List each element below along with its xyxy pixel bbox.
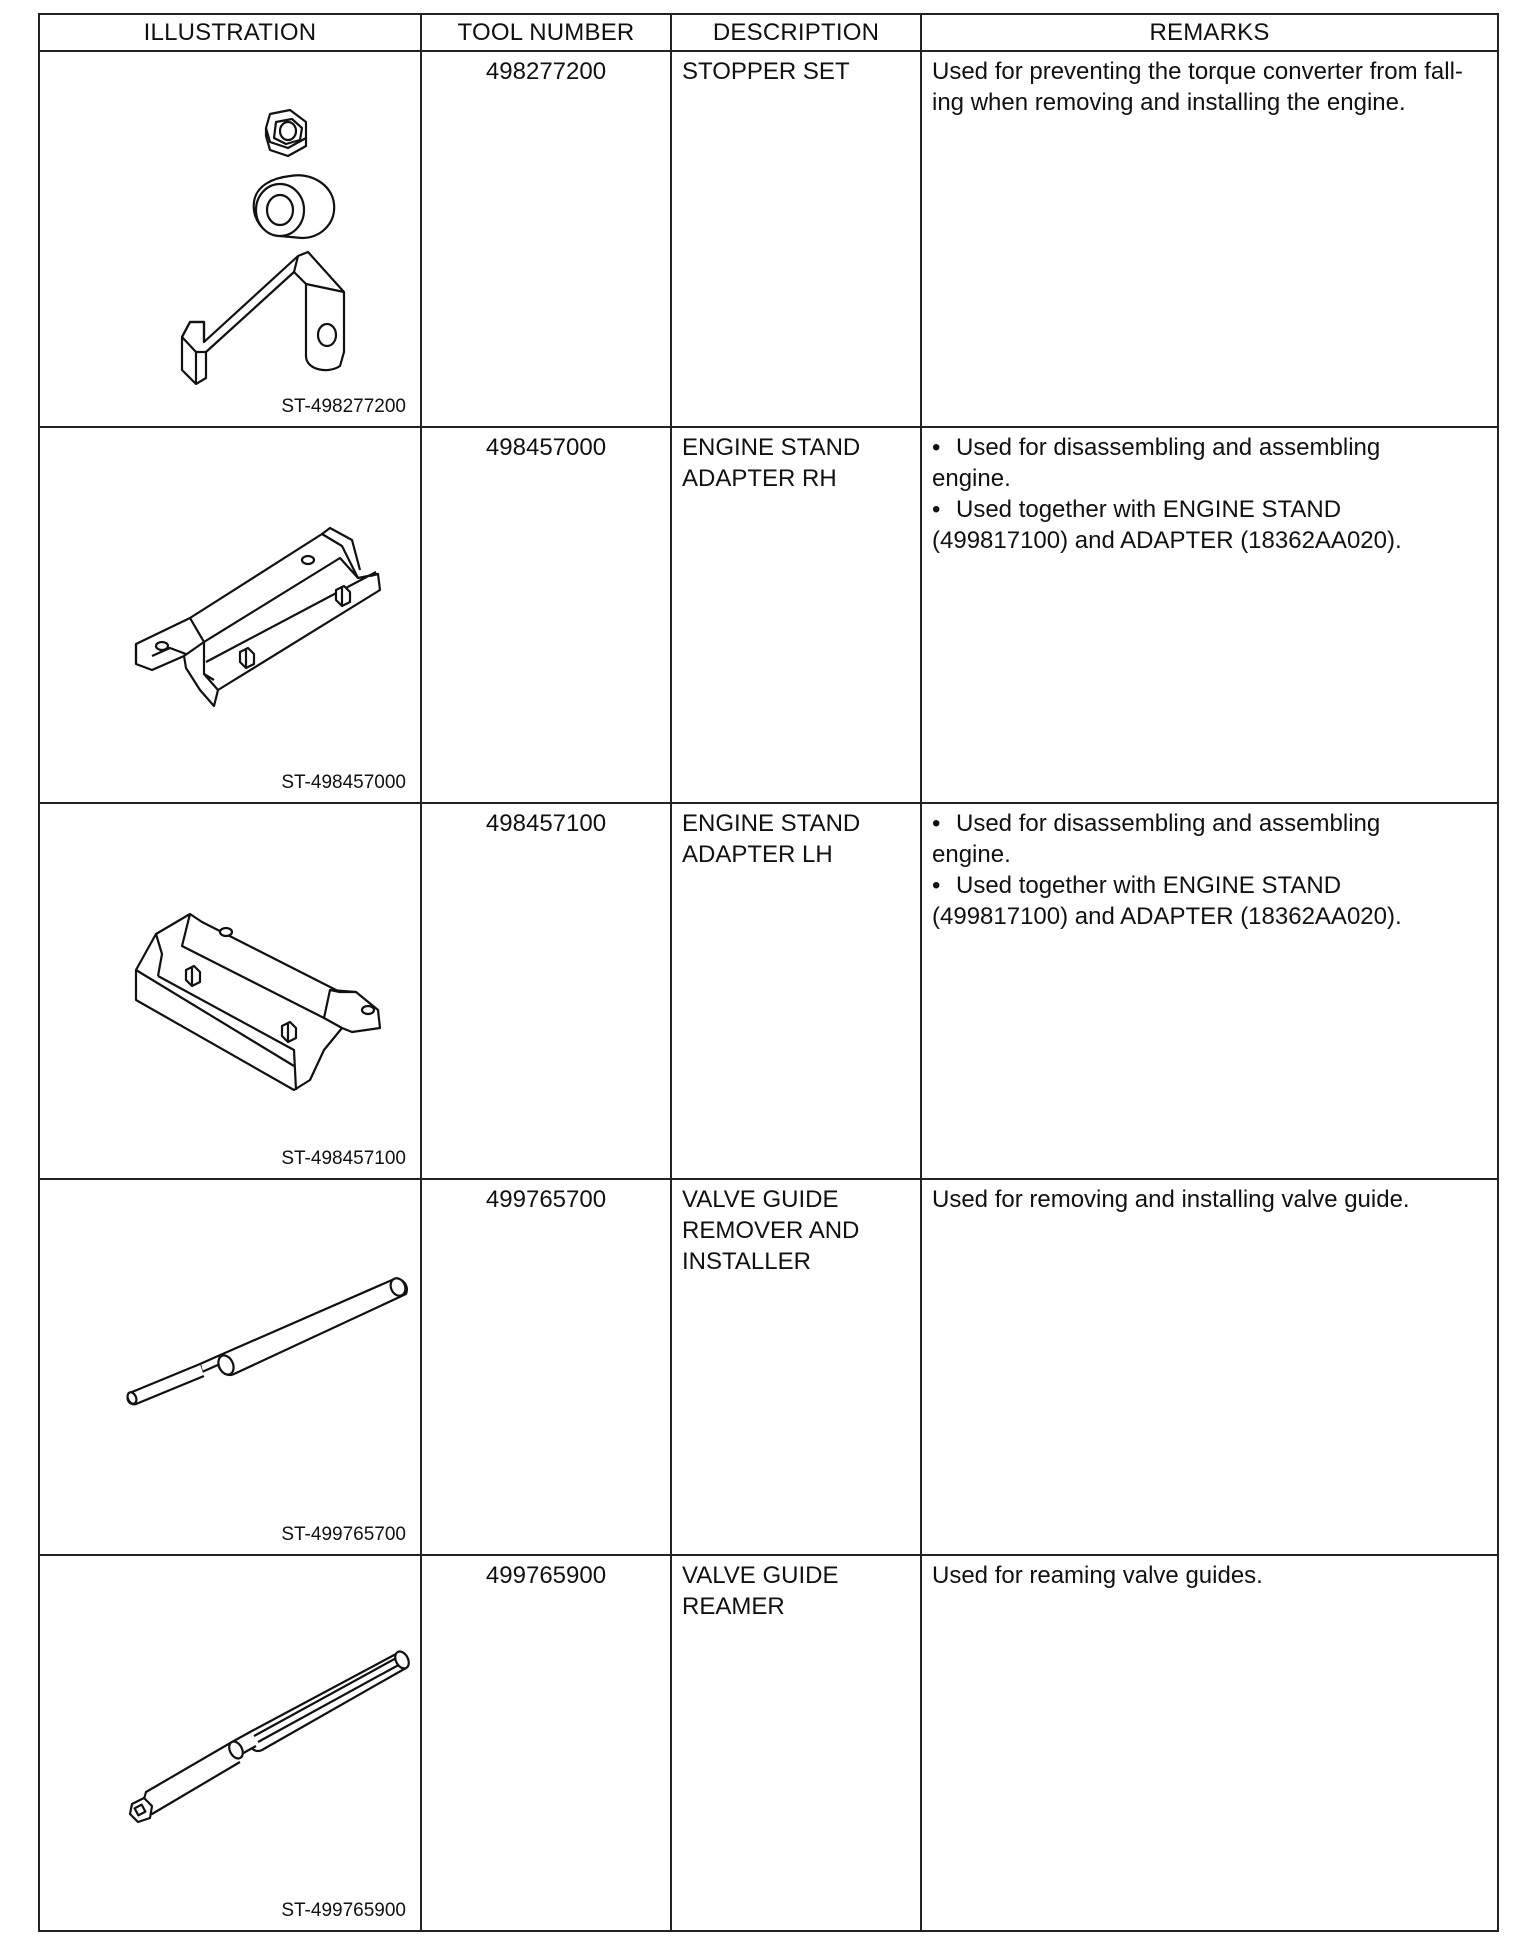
description-line: ENGINE STAND (682, 434, 861, 461)
valve-guide-remover-icon (40, 1180, 422, 1550)
tool-description (671, 1555, 921, 1931)
description-line: REMOVER AND (682, 1217, 860, 1244)
valve-guide-reamer-icon (40, 1556, 422, 1926)
illustration-cell (39, 51, 421, 427)
remarks-line: engine. (932, 465, 1011, 492)
bullet-icon: • (932, 434, 941, 461)
tool-number: 498457000 (421, 427, 671, 803)
bullet-icon: • (932, 872, 941, 899)
description-line: VALVE GUIDE (682, 1186, 839, 1213)
header-tool-number: TOOL NUMBER (421, 14, 671, 51)
tool-remarks (921, 1179, 1498, 1555)
tool-remarks (921, 1555, 1498, 1931)
description-line: INSTALLER (682, 1248, 811, 1275)
remarks-line: engine. (932, 841, 1011, 868)
table-row (39, 427, 1498, 803)
header-remarks: REMARKS (921, 14, 1498, 51)
engine-stand-adapter-lh-icon (40, 804, 422, 1174)
illustration-cell (39, 1555, 421, 1931)
remarks-bullet (932, 808, 1487, 839)
illustration-cell (39, 1179, 421, 1555)
illustration-caption: ST-499765700 (281, 1524, 406, 1545)
bullet-icon: • (932, 810, 941, 837)
remarks-bullet (932, 432, 1487, 463)
tool-description (671, 1179, 921, 1555)
table-header-row (39, 14, 1498, 51)
description-line: ADAPTER LH (682, 841, 833, 868)
description-line: VALVE GUIDE (682, 1562, 839, 1589)
tool-description (671, 51, 921, 427)
remarks-line: ing when removing and installing the engine. (932, 89, 1406, 116)
engine-stand-adapter-rh-icon (40, 428, 422, 798)
tool-remarks (921, 427, 1498, 803)
illustration-caption: ST-499765900 (281, 1900, 406, 1921)
remarks-bullet (932, 494, 1487, 525)
illustration-caption: ST-498457100 (281, 1148, 406, 1169)
illustration-cell (39, 803, 421, 1179)
header-description: DESCRIPTION (671, 14, 921, 51)
table-row (39, 51, 1498, 427)
bullet-icon: • (932, 496, 941, 523)
table-row (39, 1179, 1498, 1555)
illustration-caption: ST-498457000 (281, 772, 406, 793)
remarks-line: Used together with ENGINE STAND (956, 872, 1342, 899)
description-line: REAMER (682, 1593, 785, 1620)
remarks-bullet (932, 870, 1487, 901)
tool-description (671, 803, 921, 1179)
tool-number: 499765900 (421, 1555, 671, 1931)
remarks-line: Used for preventing the torque converter from fall- (932, 58, 1463, 85)
stopper-set-icon (40, 52, 422, 422)
description-line: STOPPER SET (682, 58, 850, 85)
tool-number: 499765700 (421, 1179, 671, 1555)
remarks-line: Used for disassembling and assembling (956, 434, 1381, 461)
special-tools-table (38, 13, 1499, 1932)
remarks-line: Used for disassembling and assembling (956, 810, 1381, 837)
remarks-line: Used together with ENGINE STAND (956, 496, 1342, 523)
description-line: ADAPTER RH (682, 465, 837, 492)
remarks-line: Used for reaming valve guides. (932, 1562, 1263, 1589)
tool-remarks (921, 803, 1498, 1179)
illustration-caption: ST-498277200 (281, 396, 406, 417)
remarks-line: (499817100) and ADAPTER (18362AA020). (932, 527, 1402, 554)
header-illustration: ILLUSTRATION (39, 14, 421, 51)
remarks-line: (499817100) and ADAPTER (18362AA020). (932, 903, 1402, 930)
tool-number: 498277200 (421, 51, 671, 427)
remarks-line: Used for removing and installing valve guide. (932, 1186, 1410, 1213)
table-row (39, 803, 1498, 1179)
tool-description (671, 427, 921, 803)
illustration-cell (39, 427, 421, 803)
description-line: ENGINE STAND (682, 810, 861, 837)
table-row (39, 1555, 1498, 1931)
tool-remarks (921, 51, 1498, 427)
tool-number: 498457100 (421, 803, 671, 1179)
